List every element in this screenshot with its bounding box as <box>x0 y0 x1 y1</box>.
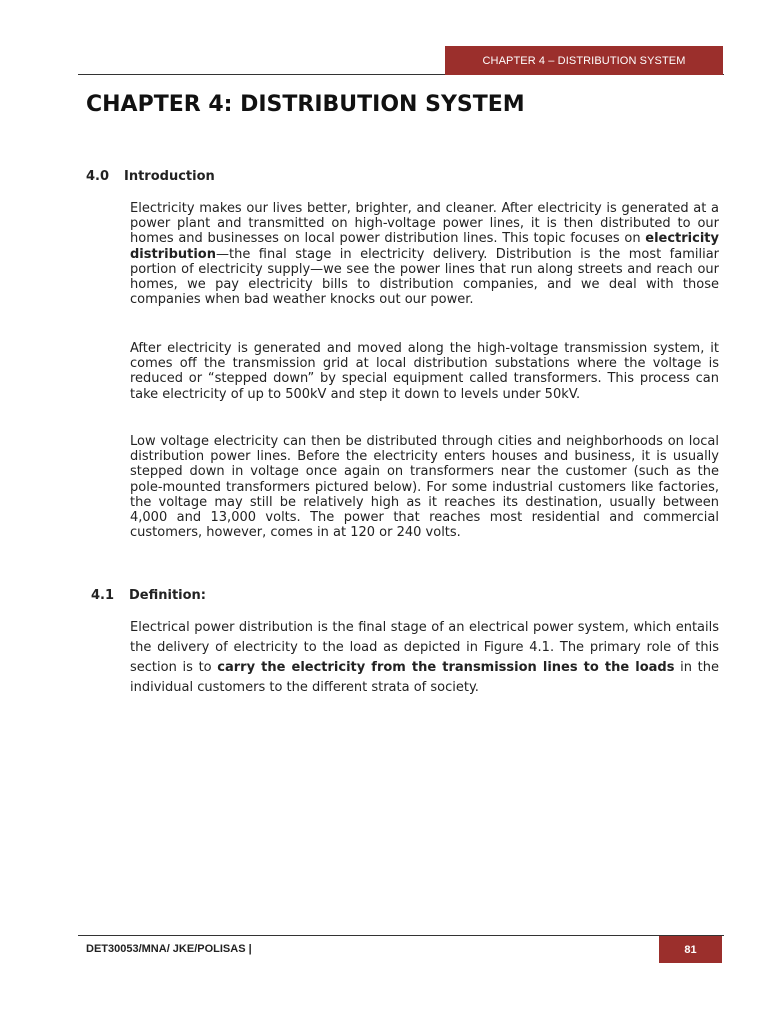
section-title: Definition: <box>129 588 207 603</box>
section-number: 4.1 <box>91 588 115 603</box>
intro-paragraph-2: After electricity is generated and moved along the high-voltage transmission system, it comes off the transmission grid at local distribution substations where the voltage is reduced or “stepped down” by special equipment called transformers. This process can take electricity of up to 500kV and step it down to levels under 50kV. <box>130 341 719 402</box>
running-header: CHAPTER 4 – DISTRIBUTION SYSTEM <box>445 46 723 75</box>
chapter-title: CHAPTER 4: DISTRIBUTION SYSTEM <box>86 92 525 117</box>
text-run: in the individual customers to the different strata of society. <box>130 660 719 695</box>
footer-rule <box>78 935 724 936</box>
section-title: Introduction <box>124 169 215 184</box>
section-heading-definition <box>91 588 206 603</box>
text-run: Electricity makes our lives better, brighter, and cleaner. After electricity is generated at a power plant and transmitted on high-voltage power lines, it is then distributed to our homes and businesses on local power distribution lines. This topic focuses on <box>130 201 719 247</box>
page-number: 81 <box>659 936 722 963</box>
bold-phrase: carry the electricity from the transmission lines to the loads <box>217 660 675 675</box>
intro-paragraph-3: Low voltage electricity can then be distributed through cities and neighborhoods on local distribution power lines. Before the electricity enters houses and business, it is usually stepped down in voltage once again on transformers near the customer (such as the pole-mounted transformers pictured below). For some industrial customers like factories, the voltage may still be relatively high as it reaches its destination, usually between 4,000 and 13,000 volts. The power that reaches most residential and commercial customers, however, comes in at 120 or 240 volts. <box>130 434 719 541</box>
course-code: DET30053/MNA/ JKE/POLISAS | <box>86 943 252 955</box>
intro-paragraph-1 <box>130 201 719 307</box>
definition-paragraph <box>130 618 719 698</box>
text-run: —the final stage in electricity delivery. Distribution is the most familiar portion of electricity supply—we see the power lines that run along streets and reach our homes, we pay electricity bills to distribution companies, and we deal with those companies when bad weather knocks out our power. <box>130 246 719 308</box>
section-number: 4.0 <box>86 169 110 184</box>
text-run: Electrical power distribution is the final stage of an electrical power system, which entails the delivery of electricity to the load as depicted in Figure 4.1. The primary role of this section is to <box>130 620 719 675</box>
bold-term: electricity distribution <box>130 231 719 262</box>
section-heading-intro <box>86 169 215 184</box>
